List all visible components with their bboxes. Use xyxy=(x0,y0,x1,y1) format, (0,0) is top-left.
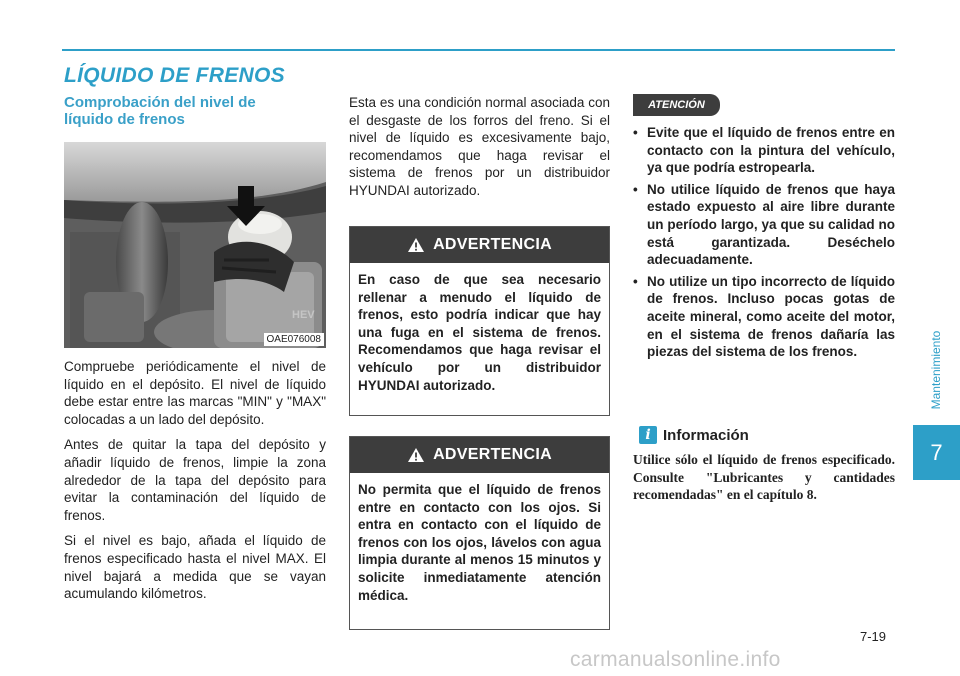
header-rule xyxy=(62,49,895,51)
info-text: Utilice sólo el líquido de frenos especificado. Consulte "Lubricantes y cantidades recomendadas" en el capítulo 8. xyxy=(633,452,895,503)
page-title: LÍQUIDO DE FRENOS xyxy=(64,64,285,87)
warning-box-2 xyxy=(349,436,610,630)
figure-code: OAE076008 xyxy=(264,333,325,346)
page-number: 7-19 xyxy=(860,629,887,644)
section-heading xyxy=(64,94,326,128)
caution-badge: ATENCIÓN xyxy=(633,94,720,116)
engine-cover-mark: HEV xyxy=(292,309,315,321)
paragraph: Compruebe periódicamente el nivel de líquido en el depósito. El nivel de líquido debe estar entre las marcas "MIN" y "MAX" colocadas a un lado del depósito. xyxy=(64,359,326,427)
section-heading-line2: líquido de frenos xyxy=(64,111,185,128)
list-item: • No utilice líquido de frenos que haya estado expuesto al aire libre durante un período largo, ya que su calidad no está garantizada. Deséchelo adecuadamente. xyxy=(633,181,895,269)
list-item: • Evite que el líquido de frenos entre en contacto con la pintura del vehículo, ya que podría estropearla. xyxy=(633,124,895,177)
paragraph: Si el nivel es bajo, añada el líquido de frenos especificado hasta el nivel MAX. El nivel bajará a medida que se vayan acumulando kilómetros. xyxy=(64,533,326,602)
watermark: carmanualsonline.info xyxy=(570,648,781,671)
engine-illustration xyxy=(64,142,326,348)
list-item: • No utilize un tipo incorrecto de líquido de frenos. Incluso pocas gotas de aceite mineral, como aceite del motor, en el sistema de frenos dañaría las piezas del sistema de los frenos. xyxy=(633,273,895,361)
caution-list xyxy=(633,124,895,365)
warning-box-1 xyxy=(349,226,610,416)
body-column-2 xyxy=(349,94,610,208)
warning-triangle-icon xyxy=(407,447,425,463)
paragraph: Esta es una condición normal asociada con el desgaste de los forros del freno. Si el nivel de líquido es excesivamente bajo, recomendamos que haga revisar el sistema de frenos por un distribuidor HYUNDAI autorizado. xyxy=(349,95,610,198)
engine-bay-photo xyxy=(64,142,326,348)
warning-label: ADVERTENCIA xyxy=(433,236,552,253)
chapter-tab: 7 xyxy=(913,425,960,480)
body-column-1 xyxy=(64,358,326,611)
warning-header xyxy=(350,227,609,263)
warning-text: No permita que el líquido de frenos entre en contacto con los ojos. Si entra en contacto con el líquido de frenos con los ojos, lávelos con agua limpia durante al menos 15 minutos y solicite inmediatamente atención médica. xyxy=(358,482,601,603)
section-heading-line1: Comprobación del nivel de xyxy=(64,94,256,111)
warning-label: ADVERTENCIA xyxy=(433,446,552,463)
paragraph: Antes de quitar la tapa del depósito y añadir líquido de frenos, limpie la zona alrededor de la tapa del depósito para evitar la contaminación del líquido de frenos. xyxy=(64,437,326,523)
warning-header xyxy=(350,437,609,473)
warning-triangle-icon xyxy=(407,237,425,253)
chapter-side-label: Mantenimiento xyxy=(929,330,943,410)
info-title: Información xyxy=(663,426,749,444)
info-header xyxy=(639,426,749,444)
info-icon: i xyxy=(639,426,657,444)
warning-text: En caso de que sea necesario rellenar a menudo el líquido de frenos, esto podría indicar que hay una fuga en el sistema de frenos. Recomendamos que haga revisar el vehículo por un distribuidor HYUNDAI autorizado. xyxy=(358,272,601,393)
